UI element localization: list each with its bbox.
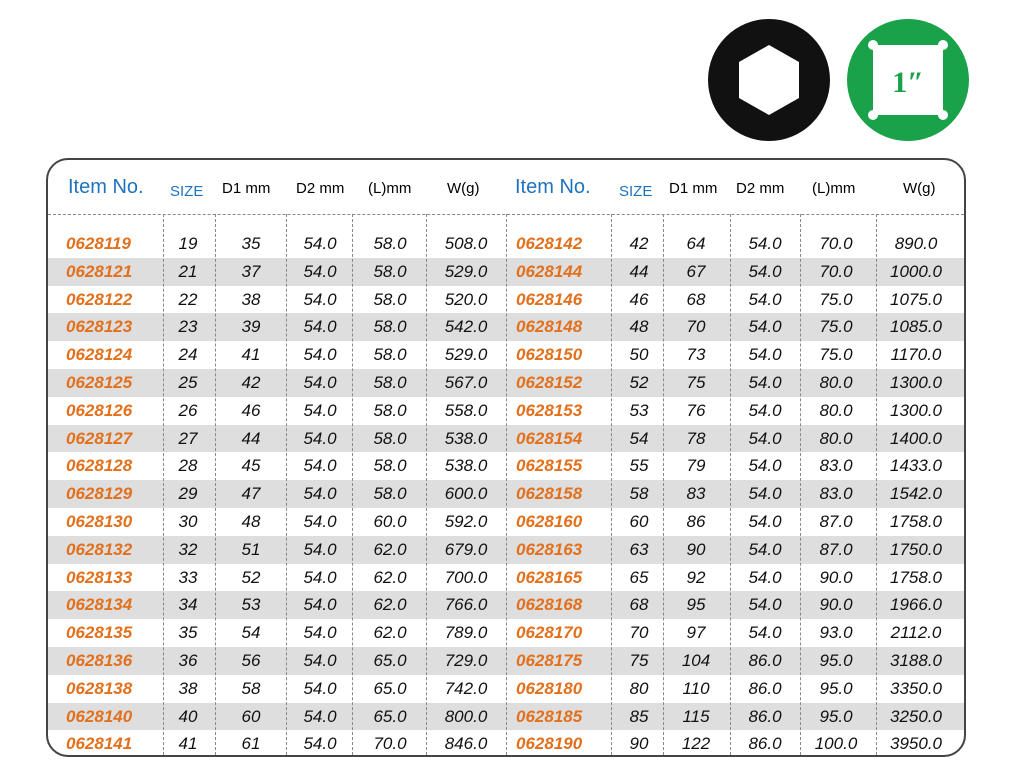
table-cell: 33 (178, 567, 198, 587)
table-cell: 90 (629, 734, 649, 754)
item-number: 0628133 (66, 567, 133, 587)
table-cell: 60 (629, 512, 649, 531)
table-cell: 62.0 (373, 567, 407, 587)
table-cell: 1750.0 (890, 539, 942, 559)
table-cell: 26 (178, 400, 198, 420)
item-number: 0628127 (66, 428, 133, 448)
table-cell: 62.0 (373, 539, 407, 559)
table-cell: 60.0 (373, 512, 407, 531)
header-item-no: Item No. (68, 176, 144, 198)
header-d2: D2 mm (736, 180, 785, 197)
table-cell: 86 (686, 512, 706, 531)
table-cell: 54.0 (303, 539, 337, 559)
table-cell: 39 (241, 317, 261, 337)
table-cell: 58 (629, 484, 649, 504)
table-cell: 41 (241, 345, 261, 365)
item-number: 0628165 (516, 567, 583, 587)
table-cell: 42 (241, 373, 261, 392)
table-cell: 542.0 (444, 317, 488, 337)
table-cell: 41 (178, 734, 198, 754)
item-number: 0628155 (516, 456, 583, 476)
table-cell: 29 (178, 484, 198, 504)
table-cell: 58.0 (373, 428, 407, 448)
table-cell: 789.0 (444, 623, 488, 643)
item-number: 0628132 (66, 539, 133, 559)
table-cell: 86.0 (748, 734, 782, 754)
table-cell: 48 (629, 317, 649, 337)
table-cell: 567.0 (444, 373, 488, 392)
table-cell: 538.0 (444, 456, 488, 476)
table-cell: 1966.0 (890, 595, 942, 615)
table-cell: 65.0 (373, 678, 407, 698)
table-cell: 558.0 (444, 400, 488, 420)
table-cell: 21 (178, 261, 198, 281)
table-cell: 86.0 (748, 706, 782, 726)
table-cell: 61 (241, 734, 261, 754)
table-cell: 75 (686, 373, 706, 392)
table-cell: 97 (686, 623, 706, 643)
header-d2: D2 mm (296, 180, 345, 197)
table-cell: 83.0 (819, 456, 853, 476)
table-cell: 54.0 (303, 261, 337, 281)
table-cell: 93.0 (819, 623, 853, 643)
item-number: 0628146 (516, 289, 583, 309)
table-cell: 38 (241, 289, 261, 309)
table-cell: 38 (178, 678, 198, 698)
table-cell: 54.0 (748, 539, 782, 559)
column-divider (611, 214, 612, 755)
table-cell: 52 (241, 567, 261, 587)
table-cell: 75.0 (819, 317, 853, 337)
table-cell: 24 (178, 345, 198, 365)
table-cell: 54 (629, 428, 649, 448)
item-number: 0628160 (516, 512, 583, 531)
table-cell: 54.0 (748, 456, 782, 476)
table-cell: 54.0 (748, 289, 782, 309)
table-cell: 46 (241, 400, 261, 420)
header-weight: W(g) (903, 180, 936, 197)
table-cell: 1000.0 (890, 261, 942, 281)
item-number: 0628153 (516, 400, 583, 420)
table-cell: 54.0 (748, 512, 782, 531)
header-d1: D1 mm (669, 180, 718, 197)
item-number: 0628144 (516, 261, 583, 281)
header-size: SIZE (170, 183, 204, 200)
table-cell: 70 (686, 317, 706, 337)
item-number: 0628126 (66, 400, 133, 420)
table-cell: 54.0 (748, 400, 782, 420)
column-divider (352, 214, 353, 755)
table-cell: 846.0 (444, 734, 488, 754)
table-cell: 36 (178, 651, 198, 670)
table-cell: 78 (686, 428, 706, 448)
table-cell: 529.0 (444, 345, 488, 365)
table-cell: 54.0 (748, 484, 782, 504)
table-cell: 25 (178, 373, 198, 392)
table-cell: 87.0 (819, 539, 853, 559)
table-cell: 54.0 (303, 651, 337, 670)
table-cell: 54.0 (748, 428, 782, 448)
table-cell: 90.0 (819, 567, 853, 587)
table-cell: 95 (686, 595, 706, 615)
table-cell: 54.0 (303, 428, 337, 448)
table-cell: 80 (629, 678, 649, 698)
table-cell: 80.0 (819, 400, 853, 420)
table-cell: 58.0 (373, 456, 407, 476)
table-cell: 75 (629, 651, 649, 670)
table-cell: 23 (178, 317, 198, 337)
spec-table (46, 158, 966, 757)
item-number: 0628154 (516, 428, 583, 448)
item-number: 0628130 (66, 512, 133, 531)
item-number: 0628180 (516, 678, 583, 698)
table-cell: 1075.0 (890, 289, 942, 309)
table-cell: 40 (178, 706, 198, 726)
table-cell: 58.0 (373, 484, 407, 504)
item-number: 0628168 (516, 595, 583, 615)
table-cell: 3350.0 (890, 678, 942, 698)
table-cell: 1542.0 (890, 484, 942, 504)
item-number: 0628122 (66, 289, 133, 309)
table-cell: 62.0 (373, 595, 407, 615)
table-cell: 54.0 (303, 345, 337, 365)
item-number: 0628125 (66, 373, 133, 392)
table-cell: 90.0 (819, 595, 853, 615)
table-cell: 729.0 (444, 651, 488, 670)
table-cell: 44 (629, 261, 649, 281)
table-cell: 1170.0 (890, 345, 942, 365)
table-cell: 58.0 (373, 373, 407, 392)
table-cell: 27 (178, 428, 198, 448)
table-cell: 79 (686, 456, 706, 476)
table-cell: 48 (241, 512, 261, 531)
table-cell: 37 (241, 261, 261, 281)
table-cell: 85 (629, 706, 649, 726)
table-cell: 54.0 (303, 456, 337, 476)
table-cell: 2112.0 (890, 623, 942, 643)
table-cell: 3950.0 (890, 734, 942, 754)
header-weight: W(g) (447, 180, 480, 197)
item-number: 0628185 (516, 706, 583, 726)
item-number: 0628134 (66, 595, 133, 615)
table-cell: 86.0 (748, 651, 782, 670)
item-number: 0628135 (66, 623, 133, 643)
table-cell: 60 (241, 706, 261, 726)
item-number: 0628128 (66, 456, 133, 476)
table-cell: 64 (686, 234, 706, 253)
table-cell: 800.0 (444, 706, 488, 726)
table-cell: 1085.0 (890, 317, 942, 337)
table-cell: 54.0 (303, 678, 337, 698)
table-cell: 65.0 (373, 651, 407, 670)
table-cell: 1758.0 (890, 567, 942, 587)
table-cell: 65 (629, 567, 649, 587)
table-cell: 538.0 (444, 428, 488, 448)
table-cell: 600.0 (444, 484, 488, 504)
table-cell: 55 (629, 456, 649, 476)
table-cell: 54.0 (303, 400, 337, 420)
table-cell: 95.0 (819, 651, 853, 670)
table-cell: 1758.0 (890, 512, 942, 531)
table-cell: 65.0 (373, 706, 407, 726)
square-drive-icon (846, 18, 970, 142)
item-number: 0628138 (66, 678, 133, 698)
table-cell: 766.0 (444, 595, 488, 615)
table-cell: 75.0 (819, 289, 853, 309)
table-cell: 92 (686, 567, 706, 587)
column-divider (163, 214, 164, 755)
table-cell: 54.0 (303, 706, 337, 726)
item-number: 0628158 (516, 484, 583, 504)
table-cell: 63 (629, 539, 649, 559)
table-cell: 1300.0 (890, 400, 942, 420)
table-cell: 1400.0 (890, 428, 942, 448)
table-cell: 508.0 (444, 234, 488, 253)
table-cell: 54.0 (748, 317, 782, 337)
table-cell: 742.0 (444, 678, 488, 698)
item-number: 0628124 (66, 345, 133, 365)
item-number: 0628141 (66, 734, 133, 754)
item-number: 0628190 (516, 734, 583, 754)
item-number: 0628142 (516, 234, 583, 253)
table-cell: 54.0 (748, 261, 782, 281)
table-cell: 122 (681, 734, 711, 754)
table-cell: 44 (241, 428, 261, 448)
table-cell: 53 (629, 400, 649, 420)
table-cell: 53 (241, 595, 261, 615)
table-cell: 50 (629, 345, 649, 365)
table-cell: 700.0 (444, 567, 488, 587)
table-cell: 58.0 (373, 317, 407, 337)
table-cell: 56 (241, 651, 261, 670)
table-cell: 54.0 (303, 234, 337, 253)
item-number: 0628136 (66, 651, 133, 670)
table-cell: 104 (681, 651, 711, 670)
item-number: 0628150 (516, 345, 583, 365)
table-cell: 51 (241, 539, 261, 559)
table-cell: 1433.0 (890, 456, 942, 476)
table-cell: 54.0 (303, 289, 337, 309)
column-divider (506, 214, 507, 755)
table-cell: 95.0 (819, 678, 853, 698)
table-cell: 42 (629, 234, 649, 253)
table-cell: 73 (686, 345, 706, 365)
table-cell: 67 (686, 261, 706, 281)
header-length: (L)mm (368, 180, 412, 197)
table-cell: 70.0 (373, 734, 407, 754)
column-divider (286, 214, 287, 755)
table-cell: 68 (629, 595, 649, 615)
item-number: 0628140 (66, 706, 133, 726)
table-cell: 54.0 (748, 623, 782, 643)
table-cell: 46 (629, 289, 649, 309)
column-divider (730, 214, 731, 755)
table-cell: 54 (241, 623, 261, 643)
table-cell: 520.0 (444, 289, 488, 309)
table-cell: 30 (178, 512, 198, 531)
table-cell: 32 (178, 539, 198, 559)
table-cell: 54.0 (303, 623, 337, 643)
table-cell: 83 (686, 484, 706, 504)
table-cell: 115 (682, 706, 710, 726)
table-cell: 28 (178, 456, 198, 476)
table-cell: 3250.0 (890, 706, 942, 726)
table-cell: 58.0 (373, 345, 407, 365)
table-cell: 52 (629, 373, 649, 392)
table-cell: 54.0 (303, 567, 337, 587)
table-cell: 19 (178, 234, 198, 253)
table-cell: 35 (178, 623, 198, 643)
table-cell: 70.0 (819, 261, 853, 281)
table-cell: 70.0 (819, 234, 853, 253)
column-divider (215, 214, 216, 755)
table-cell: 58.0 (373, 400, 407, 420)
table-cell: 1300.0 (890, 373, 942, 392)
table-cell: 95.0 (819, 706, 853, 726)
hex-socket-icon (707, 18, 831, 142)
table-cell: 58.0 (373, 234, 407, 253)
table-cell: 3188.0 (890, 651, 942, 670)
table-cell: 529.0 (444, 261, 488, 281)
table-cell: 54.0 (748, 345, 782, 365)
header-size: SIZE (619, 183, 653, 200)
table-cell: 54.0 (303, 512, 337, 531)
table-cell: 54.0 (748, 373, 782, 392)
table-cell: 47 (241, 484, 261, 504)
column-divider (876, 214, 877, 755)
table-cell: 54.0 (303, 484, 337, 504)
table-cell: 70 (629, 623, 649, 643)
table-cell: 54.0 (303, 373, 337, 392)
header-item-no: Item No. (515, 176, 591, 198)
item-number: 0628123 (66, 317, 133, 337)
item-number: 0628129 (66, 484, 133, 504)
table-cell: 100.0 (814, 734, 858, 754)
table-cell: 890.0 (894, 234, 938, 253)
table-cell: 90 (686, 539, 706, 559)
drive-size-label: 1″ (892, 66, 924, 99)
table-cell: 54.0 (303, 595, 337, 615)
table-cell: 58.0 (373, 289, 407, 309)
table-cell: 35 (241, 234, 261, 253)
table-cell: 80.0 (819, 373, 853, 392)
item-number: 0628163 (516, 539, 583, 559)
item-number: 0628148 (516, 317, 583, 337)
table-cell: 54.0 (748, 234, 782, 253)
table-cell: 58.0 (373, 261, 407, 281)
column-divider (663, 214, 664, 755)
column-divider (426, 214, 427, 755)
table-cell: 110 (682, 678, 710, 698)
table-cell: 679.0 (444, 539, 488, 559)
table-cell: 592.0 (444, 512, 488, 531)
table-cell: 22 (178, 289, 198, 309)
table-cell: 75.0 (819, 345, 853, 365)
item-number: 0628175 (516, 651, 583, 670)
item-number: 0628119 (66, 234, 131, 253)
table-cell: 58 (241, 678, 261, 698)
table-cell: 80.0 (819, 428, 853, 448)
table-cell: 54.0 (748, 595, 782, 615)
table-cell: 62.0 (373, 623, 407, 643)
table-cell: 34 (178, 595, 198, 615)
table-cell: 54.0 (303, 317, 337, 337)
item-number: 0628152 (516, 373, 583, 392)
table-cell: 76 (686, 400, 706, 420)
column-divider (800, 214, 801, 755)
header-length: (L)mm (812, 180, 856, 197)
table-cell: 54.0 (303, 734, 337, 754)
table-cell: 54.0 (748, 567, 782, 587)
item-number: 0628121 (66, 261, 133, 281)
header-d1: D1 mm (222, 180, 271, 197)
table-cell: 68 (686, 289, 706, 309)
table-cell: 83.0 (819, 484, 853, 504)
table-cell: 45 (241, 456, 261, 476)
table-cell: 87.0 (819, 512, 853, 531)
table-cell: 86.0 (748, 678, 782, 698)
item-number: 0628170 (516, 623, 583, 643)
